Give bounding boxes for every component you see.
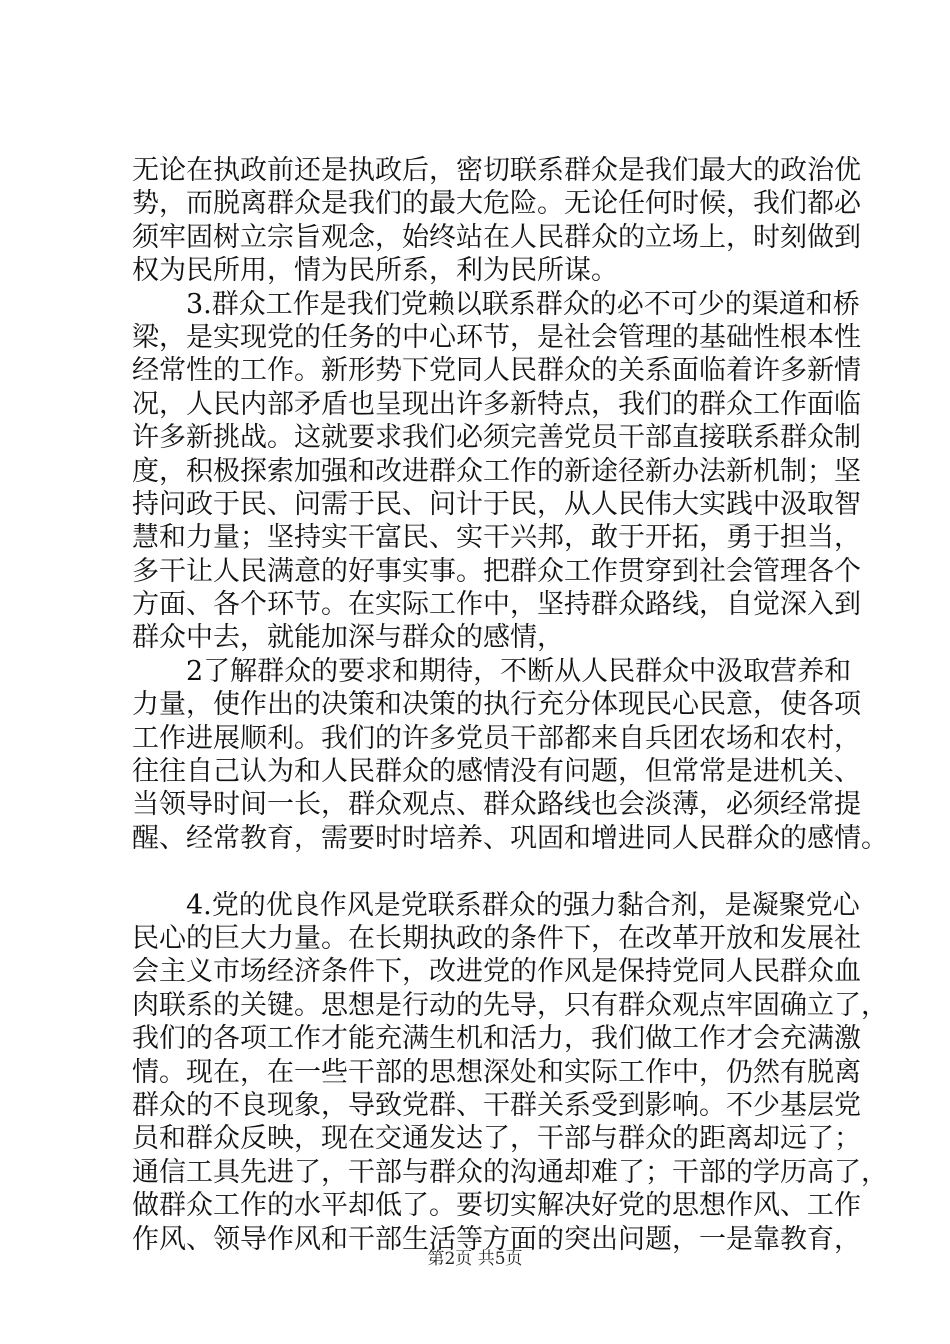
text-line: 力量，使作出的决策和决策的执行充分体现民心民意，使各项 bbox=[132, 689, 861, 721]
text-line: 群众中去，就能加深与群众的感情， bbox=[132, 622, 564, 654]
text-line: 往往自己认为和人民群众的感情没有问题，但常常是进机关、 bbox=[132, 756, 861, 788]
paragraph bbox=[132, 889, 888, 1256]
text-line: 群众的不良现象，导致党群、干群关系受到影响。不少基层党 bbox=[132, 1089, 861, 1121]
paragraph-gap bbox=[132, 855, 832, 888]
text-line: 许多新挑战。这就要求我们必须完善党员干部直接联系群众制 bbox=[132, 422, 861, 454]
text-line: 情。现在，在一些干部的思想深处和实际工作中，仍然有脱离 bbox=[132, 1056, 861, 1088]
paragraph bbox=[132, 288, 861, 655]
text-line: 我们的各项工作才能充满生机和活力，我们做工作才会充满激 bbox=[132, 1023, 861, 1055]
text-line: 慧和力量；坚持实干富民、实干兴邦，敢于开拓，勇于担当， bbox=[132, 522, 861, 554]
text-line: 方面、各个环节。在实际工作中，坚持群众路线，自觉深入到 bbox=[132, 589, 861, 621]
text-line: 醒、经常教育，需要时时培养、巩固和增进同人民群众的感情。 bbox=[132, 822, 888, 854]
text-line: 做群众工作的水平却低了。要切实解决好党的思想作风、工作 bbox=[132, 1190, 861, 1222]
text-line: 工作进展顺利。我们的许多党员干部都来自兵团农场和农村， bbox=[132, 722, 861, 754]
text-line: 经常性的工作。新形势下党同人民群众的关系面临着许多新情 bbox=[132, 355, 861, 387]
text-line: 梁，是实现党的任务的中心环节，是社会管理的基础性根本性 bbox=[132, 321, 861, 353]
text-line: 员和群众反映，现在交通发达了，干部与群众的距离却远了； bbox=[132, 1123, 861, 1155]
text-line: 2了解群众的要求和期待，不断从人民群众中汲取营养和 bbox=[186, 655, 852, 687]
text-line: 持问政于民、问需于民、问计于民，从人民伟大实践中汲取智 bbox=[132, 488, 861, 520]
document-body bbox=[132, 154, 888, 1256]
text-line: 3.群众工作是我们党赖以联系群众的必不可少的渠道和桥 bbox=[186, 288, 860, 320]
text-line: 作风、领导作风和干部生活等方面的突出问题，一是靠教育， bbox=[132, 1223, 861, 1255]
text-line: 会主义市场经济条件下，改进党的作风是保持党同人民群众血 bbox=[132, 956, 861, 988]
text-line: 多干让人民满意的好事实事。把群众工作贯穿到社会管理各个 bbox=[132, 555, 861, 587]
text-line: 权为民所用，情为民所系，利为民所谋。 bbox=[132, 255, 618, 287]
text-line: 当领导时间一长，群众观点、群众路线也会淡薄，必须经常提 bbox=[132, 789, 861, 821]
paragraph bbox=[132, 154, 861, 288]
text-line: 无论在执政前还是执政后，密切联系群众是我们最大的政治优 bbox=[132, 155, 861, 186]
paragraph bbox=[132, 655, 888, 855]
text-line: 民心的巨大力量。在长期执政的条件下，在改革开放和发展社 bbox=[132, 922, 861, 954]
page-number: 第2页 共5页 bbox=[427, 1249, 523, 1269]
text-line: 度，积极探索加强和改进群众工作的新途径新办法新机制；坚 bbox=[132, 455, 861, 487]
text-line: 4.党的优良作风是党联系群众的强力黏合剂，是凝聚党心 bbox=[186, 889, 860, 921]
text-line: 势，而脱离群众是我们的最大危险。无论任何时候，我们都必 bbox=[132, 188, 861, 220]
page-footer bbox=[0, 1248, 950, 1270]
text-line: 况，人民内部矛盾也呈现出许多新特点，我们的群众工作面临 bbox=[132, 388, 861, 420]
text-line: 须牢固树立宗旨观念，始终站在人民群众的立场上，时刻做到 bbox=[132, 221, 861, 253]
text-line: 通信工具先进了，干部与群众的沟通却难了；干部的学历高了， bbox=[132, 1156, 888, 1188]
text-line: 肉联系的关键。思想是行动的先导，只有群众观点牢固确立了， bbox=[132, 989, 888, 1021]
